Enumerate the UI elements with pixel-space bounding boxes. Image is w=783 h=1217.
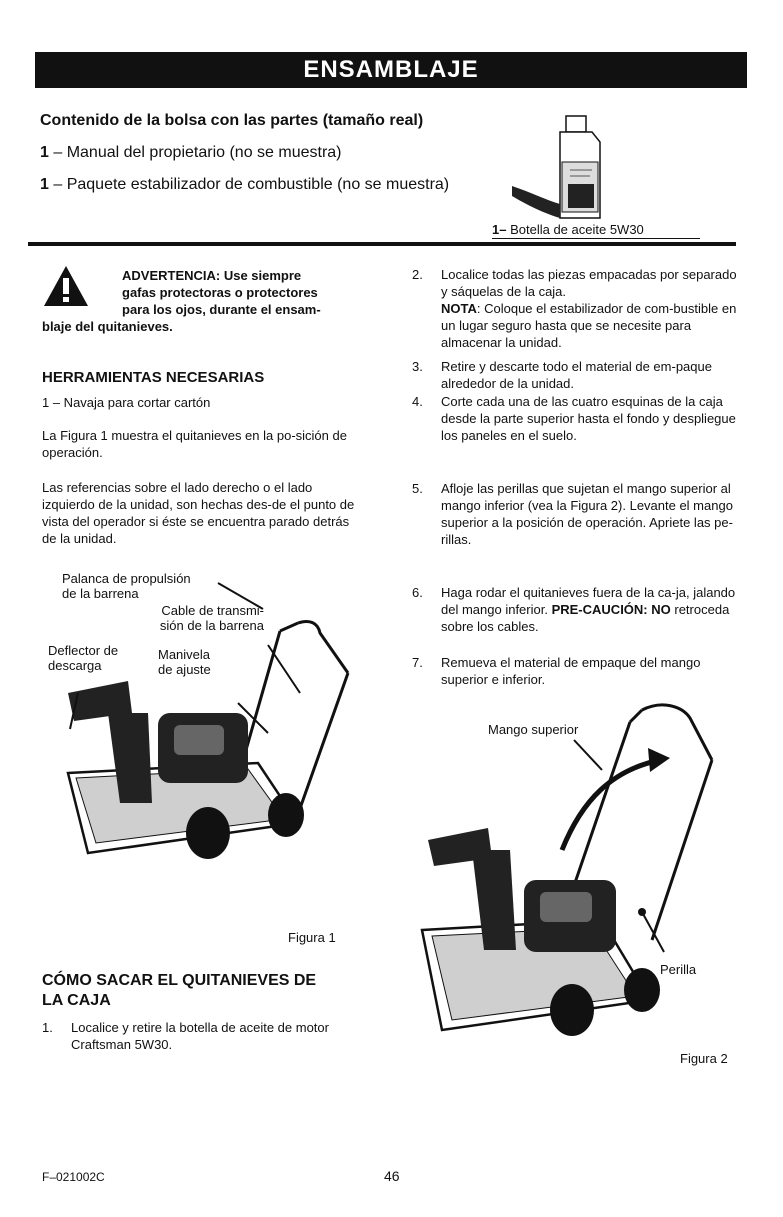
page-number: 46 [384,1168,400,1184]
label-line: descarga [48,658,102,673]
step-number: 5. [412,481,423,496]
step-text: Remueva el material de empaque del mango superior e inferior. [441,655,701,687]
item-qty: 1 [40,144,49,161]
warning-line-4: blaje del quitanieves. [42,319,173,334]
step-number: 7. [412,655,423,670]
item-qty: 1 [40,176,49,193]
heading-line: LA CAJA [42,992,111,1009]
step-2 [412,266,742,351]
oil-qty: 1– [492,222,507,237]
label-line: de ajuste [158,662,211,677]
step-text-part: Haga rodar el quitanieves fuera de la ca-ja, jalando del mango inferior. [441,585,736,617]
footer-document-code: F–021002C [42,1170,105,1184]
warning-line-1: ADVERTENCIA: Use siempre [122,268,302,283]
figure-1-caption: Figura 1 [288,930,336,945]
label-discharge-deflector [48,643,118,673]
step-text-part: : Coloque el estabilizador de com-bustible en un lugar seguro hasta que se necesite para almacenar la unidad. [441,301,737,350]
paragraph-figure-reference: La Figura 1 muestra el quitanieves en la po-sición de operación. [42,428,347,460]
step-number: 2. [412,267,423,282]
caution-no: NO [651,602,671,617]
paragraph-left-right-reference: Las referencias sobre el lado derecho o el lado izquierdo de la unidad, son hechas des-de el punto de vista del operador si éste se encuentra parado detrás de la unidad. [42,480,355,546]
parts-bag-item-manual [40,144,342,162]
label-upper-handle: Mango superior [488,722,579,737]
step-text [441,266,742,351]
warning-line-3: para los ojos, durante el ensam- [122,302,321,317]
warning-line-2: gafas protectoras o protectores [122,285,318,300]
step-7 [412,654,742,688]
step-4 [412,393,742,444]
note-label: NOTA [441,301,477,316]
tools-heading: HERRAMIENTAS NECESARIAS [42,369,265,386]
section-divider [28,242,736,246]
step-3 [412,358,742,392]
oil-bottle-label [492,222,644,237]
snowblower-illustration-rear [412,700,747,1050]
label-line: sión de la barrena [159,618,264,633]
caution-label: PRE-CAUCIÓN: [551,602,648,617]
warning-text [42,267,367,335]
oil-bottle-icon [510,112,615,222]
label-line: Cable de transmi- [161,603,264,618]
item-text: – Manual del propietario (no se muestra) [53,144,342,161]
oil-text: Botella de aceite 5W30 [510,222,644,237]
label-adjustment-crank [158,647,211,677]
parts-bag-item-stabilizer [40,176,449,194]
step-text: Corte cada una de las cuatro esquinas de la caja desde la parte superior hasta el fondo y despliegue los paneles en el suelo. [441,394,736,443]
label-auger-cable [132,603,264,633]
step-number: 1. [42,1020,53,1035]
label-knob: Perilla [660,962,697,977]
step-text [441,584,742,635]
step-number: 4. [412,394,423,409]
label-line: Manivela [158,647,211,662]
step-6 [412,584,742,635]
parts-bag-title: Contenido de la bolsa con las partes (tamaño real) [40,112,424,129]
step-number: 6. [412,585,423,600]
figure-2-caption: Figura 2 [680,1051,728,1066]
step-text: Retire y descarte todo el material de em-paque alrededor de la unidad. [441,359,712,391]
step-1 [42,1019,362,1053]
step-text: Afloje las perillas que sujetan el mango superior al mango inferior (vea la Figura 2). Levante el mango superior a la posición de operación. Apriete las pe-rillas. [441,481,733,547]
step-text-part: retroceda sobre los cables. [441,602,730,634]
label-line: Deflector de [48,643,119,658]
step-5 [412,480,742,548]
heading-line: CÓMO SACAR EL QUITANIEVES DE [42,972,317,989]
item-text: – Paquete estabilizador de combustible (no se muestra) [53,176,450,193]
step-number: 3. [412,359,423,374]
label-drive-lever [62,571,191,601]
step-text-part: Localice todas las piezas empacadas por separado y sáquelas de la caja. [441,267,737,299]
tools-item: 1 – Navaja para cortar cartón [42,395,211,410]
oil-label-underline [492,238,700,239]
unboxing-heading [42,971,316,1011]
figure-2 [412,700,747,1050]
figure-1 [48,563,366,863]
section-title-banner: ENSAMBLAJE [35,52,747,88]
label-line: Palanca de propulsión [62,571,191,586]
label-line: de la barrena [62,586,139,601]
step-text: Localice y retire la botella de aceite de motor Craftsman 5W30. [71,1020,329,1052]
